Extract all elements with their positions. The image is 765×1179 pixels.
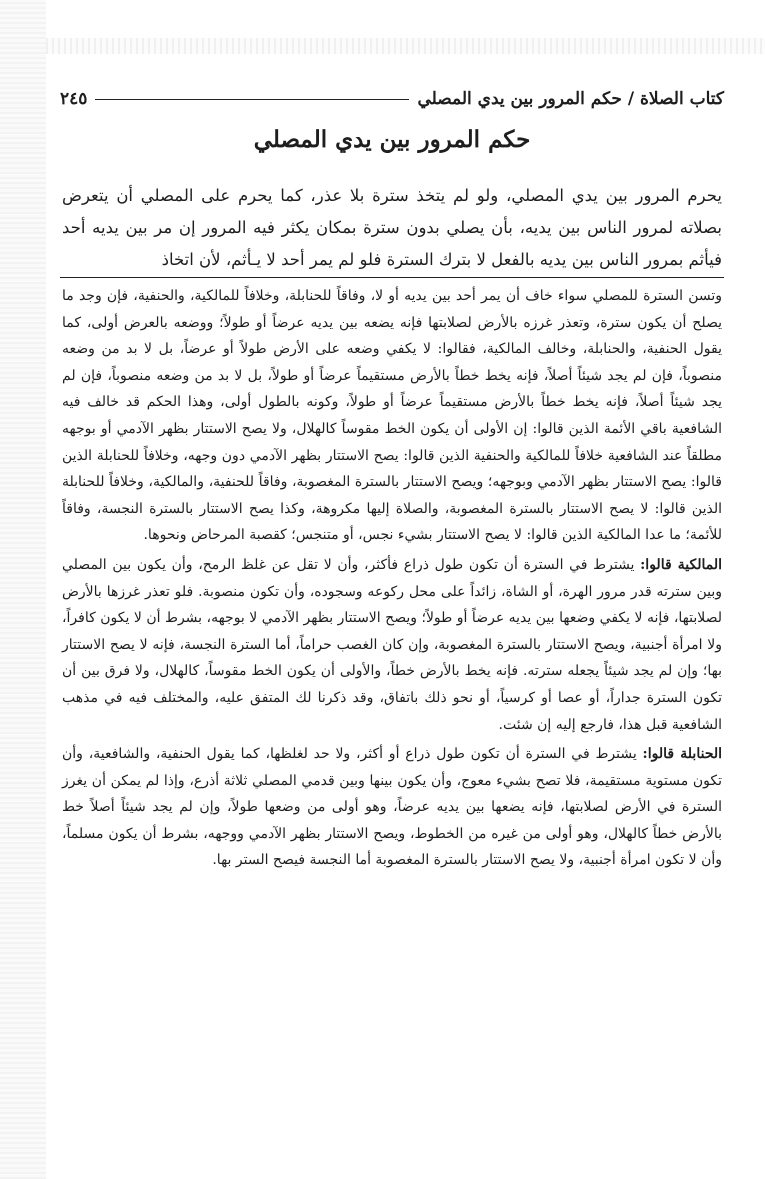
maliki-paragraph xyxy=(62,552,722,738)
page-number: ٢٤٥ xyxy=(60,89,88,109)
footnotes xyxy=(62,283,722,875)
running-header xyxy=(60,84,724,114)
maliki-text: يشترط في السترة أن تكون طول ذراع فأكثر، وأن لا تقل عن غلظ الرمح، وأن يكون بين المصلي وبين سترته قدر مرور الهرة، أو الشاة، زائداً على محل ركوعه وسجوده، وأن تكون منصوبة. فلو تعذر غرزها بالأرض لصلابتها، فإنه لا يكفي وضعها بين يديه عرضاً أو طولاً؛ ويصح الاستتار بظهر الآدمي لا بوجهه، بشرط أن لا يكون كافراً، ولا امرأة أجنبية، ويصح الاستتار بالسترة المغصوبة، وإن كان الغصب حراماً، أما السترة النجسة، فإنه لا يصح الاستتار بها؛ وإن لم يجد شيئاً يجعله سترته. فإنه يخط بالأرض خطاً، والأولى أن يكون الخط مقوساً، كالهلال، ولا فرق بين أن تكون السترة جداراً، أو عصا أو كرسياً، أو نحو ذلك باتفاق، وقد ذكرنا لك المتفق عليه، والمختلف فيه في مذهب الشافعية قبل هذا، فارجع إليه إن شئت. xyxy=(62,556,722,733)
hanbali-label: الحنابلة قالوا: xyxy=(642,746,723,763)
hanbali-paragraph xyxy=(62,741,722,874)
header-rule xyxy=(95,99,409,100)
scan-top-edge xyxy=(46,38,765,54)
scan-binding-edge xyxy=(0,0,46,1179)
footnote-separator xyxy=(60,277,724,278)
intro-paragraph: يحرم المرور بين يدي المصلي، ولو لم يتخذ سترة بلا عذر، كما يحرم على المصلي أن يتعرض بصلاته لمرور الناس بين يديه، بأن يصلي بدون سترة بمكان يكثر فيه المرور إن مر بين يديه أحد فيأثم بمرور الناس بين يديه بالفعل لا بترك السترة فلو لم يمر أحد لا يـأثم، لأن اتخاذ xyxy=(62,186,722,269)
running-title: كتاب الصلاة / حكم المرور بين يدي المصلي xyxy=(417,89,724,109)
chapter-title: حكم المرور بين يدي المصلي xyxy=(253,126,531,153)
main-text xyxy=(62,180,722,276)
hanbali-text: يشترط في السترة أن تكون طول ذراع أو أكثر، ولا حد لغلظها، كما يقول الحنفية، والشافعية، وأن تكون مستوية مستقيمة، فلا تصح بشيء معوج، وأن يكون بينها وبين قدمي المصلي ثلاثة أذرع، وإذا لم يمكن أن يغرز السترة في الأرض لصلابتها، فإنه يضعها بين يديه عرضاً، وهو أولى من وضعها طولاً، وإن لم يجد شيئاً أصلاً خط بالأرض خطاً كالهلال، وهو أولى من غيره من الخطوط، ويصح الاستتار بظهر الآدمي ووجهه، بشرط أن يكون مسلماً، وأن لا تكون امرأة أجنبية، ولا يصح الاستتار بالسترة المغصوبة أما النجسة فيصح الستر بها. xyxy=(62,746,722,869)
maliki-label: المالكية قالوا: xyxy=(640,556,722,573)
footnote-paragraph: وتسن السترة للمصلي سواء خاف أن يمر أحد بين يديه أو لا، وفاقاً للحنابلة، وخلافاً للمالكية، والحنفية، فإن وجد ما يصلح أن يكون سترة، وتعذر غرزه بالأرض لصلابتها فإنه يضعه بين يديه عرضاً أو طولاً؛ ووضعه بالعرض أولى، كما يقول الحنفية، والحنابلة، وخالف المالكية، فقالوا: لا يكفي وضعه على الأرض طولاً أو عرضاً، بل لا بد من وضعه منصوباً، فإن لم يجد شيئاً أصلاً، فإنه يخط خطاً بالأرض مستقيماً عرضاً أو طولاً، بل لا بد من وضعه منصوباً، فإن لم يجد شيئاً أصلاً، فإنه يخط خطاً بالأرض مستقيماً عرضاً أو طولاً، وكونه بالطول أولى، وهذا الحكم قد خالف فيه الشافعية باقي الأئمة الذين قالوا: إن الأولى أن يكون الخط مقوساً كالهلال، ولا يصح الاستتار بظهر الآدمي أو بوجهه مطلقاً عند الشافعية خلافاً للمالكية والحنفية الذين قالوا: يصح الاستتار بظهر الآدمي دون وجهه، وخلافاً للحنابلة الذين قالوا: يصح الاستتار بظهر الآدمي وبوجهه؛ ويصح الاستتار بالسترة المغصوبة، وفاقاً للحنفية، والمالكية، وخلافاً للحنابلة الذين قالوا: لا يصح الاستتار بالسترة المغصوبة، والصلاة إليها مكروهة، وكذا يصح الاستتار بالسترة النجسة، وفاقاً للأئمة؛ ما عدا المالكية الذين قالوا: لا يصح الاستتار بشيء نجس، أو متنجس؛ كقصبة المرحاض ونحوها. xyxy=(62,288,722,544)
